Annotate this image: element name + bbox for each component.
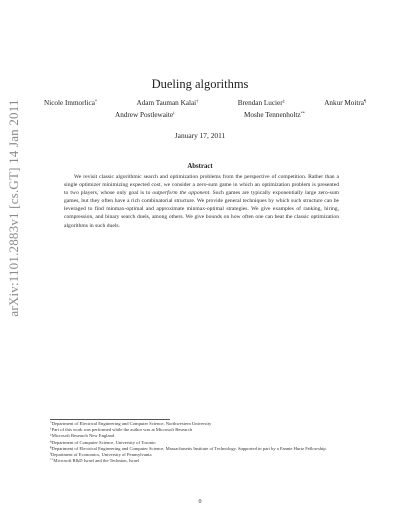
footnote-rule [50, 419, 170, 420]
footnote-mark: ‡ [50, 432, 52, 437]
footnote-mark: ¶ [50, 445, 52, 450]
paper-title: Dueling algorithms [151, 77, 249, 91]
author [324, 99, 366, 107]
author-mark: ¶ [363, 98, 366, 104]
abstract-emphasis: outperform the opponent [152, 190, 210, 197]
author [238, 99, 285, 107]
author-name: Andrew Postlewaite [115, 111, 174, 119]
footnotes [50, 421, 350, 464]
author-mark: ** [300, 110, 305, 116]
footnote-mark: † [50, 426, 52, 431]
footnote-mark: * [50, 420, 52, 425]
footnote-text: Department of Electrical Engineering and Computer Science, Massachusetts Institute of Technology. Supported in part by a Fannie Hurtz Fellowship. [51, 445, 327, 451]
abstract-body [64, 173, 339, 230]
author-mark: ‖ [173, 110, 175, 116]
authors-row-2 [115, 111, 305, 119]
arxiv-side-stamp [6, 99, 22, 317]
footnote-text: Department of Computer Science, University of Toronto [51, 439, 156, 445]
abstract-heading: Abstract [187, 163, 213, 170]
footnote-text: Microsoft R&D Israel and the Technion, Israel [53, 458, 140, 464]
author [137, 99, 199, 107]
abstract-text: . Such games are typically exponentially large zero-sum games, but they often have a rich combinatorial structure. We provide general techniques by which such structure can be leveraged to find minmax-optimal and approximate minmax-optimal strategies. We give examples of ranking, hiring, compression, and binary search duels, among others. We give bounds on how often one can beat the classic optimization algorithms in such duels. [64, 190, 340, 229]
arxiv-id: arXiv:1101.2883v1 [cs.GT] 14 Jan 2011 [6, 99, 21, 317]
paper-date: January 17, 2011 [174, 131, 226, 140]
footnote [50, 458, 350, 464]
footnote-text: Part of this work was performed while the author was at Microsoft Research [51, 427, 193, 433]
author [44, 99, 97, 107]
author-name: Moshe Tennenholtz [243, 111, 301, 119]
author-name: Adam Tauman Kalai [136, 99, 197, 107]
footnote-text: Microsoft Research New England [51, 433, 115, 439]
footnote-text: Department of Economics, University of Pennsylvania [50, 452, 152, 458]
footnote-mark: § [50, 439, 52, 444]
author-name: Nicole Immorlica [44, 99, 95, 107]
author-mark: * [94, 98, 98, 104]
footnote-mark: ‖ [50, 451, 51, 456]
author-name: Ankur Moitra [324, 99, 364, 107]
footnote-text: Department of Electrical Engineering and Computer Science, Northwestern University [51, 421, 212, 426]
authors-row-1 [30, 99, 380, 107]
author [244, 111, 305, 119]
author-mark: † [196, 98, 199, 104]
abstract-text: We revisit classic algorithmic search and optimization problems from the perspective of competition. Rather than a single optimizer minimizing expected cost, we consider a zero-sum game in which an optimization problem is presented to two players, whose only goal is to [64, 174, 339, 197]
page-number: 0 [198, 499, 202, 505]
author-name: Brendan Lucier [237, 99, 283, 107]
footnote-mark: ** [50, 457, 54, 462]
author-mark: ‡ [282, 98, 285, 104]
author [115, 111, 174, 119]
